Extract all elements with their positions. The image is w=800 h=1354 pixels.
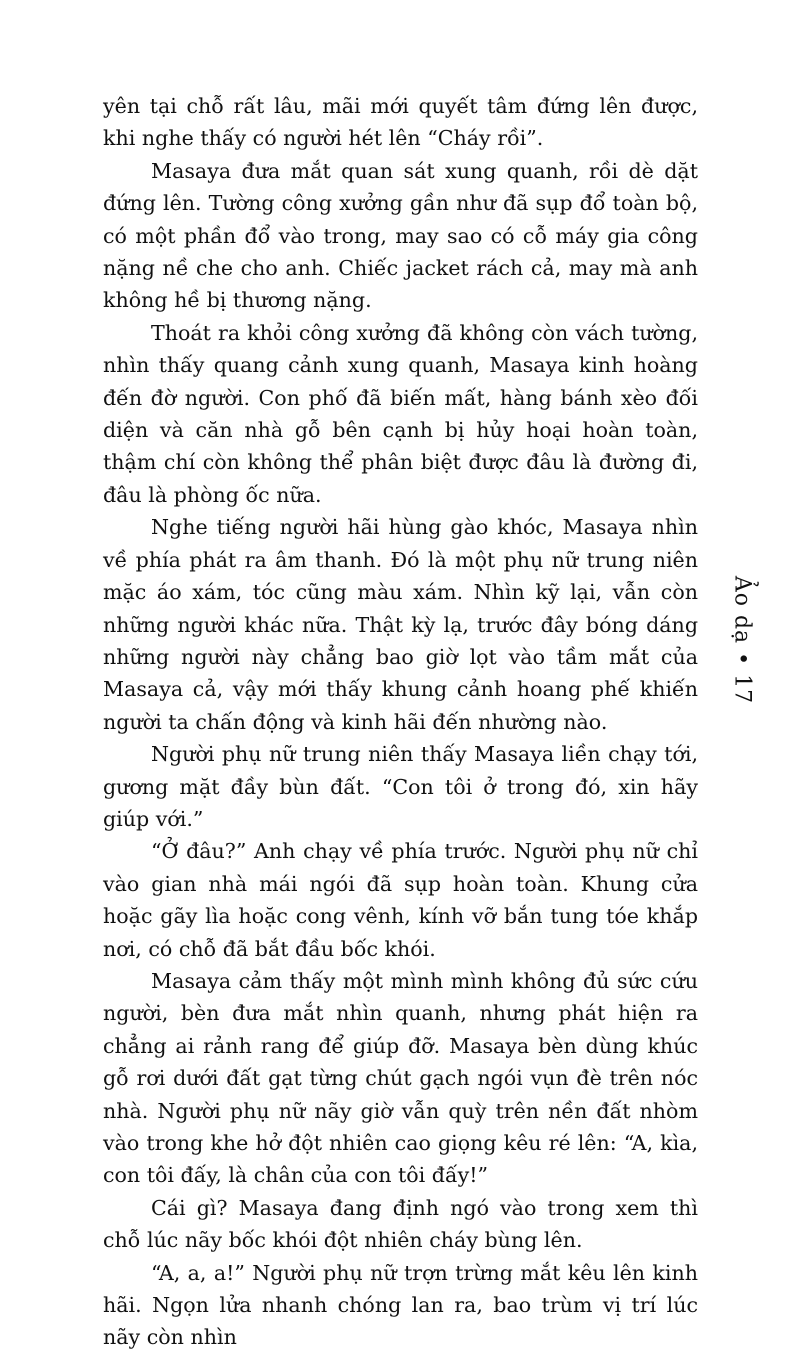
page-number: 17 — [729, 674, 755, 705]
paragraph-2: Masaya đưa mắt quan sát xung quanh, rồi dè dặt đứng lên. Tường công xưởng gần như đã sụp đổ toàn bộ, có một phần đổ vào trong, may sao có cỗ máy gia công nặng nề che cho anh. Chiếc jacket rách cả, may mà anh không hề bị thương nặng. — [103, 158, 698, 313]
paragraph-7: Masaya cảm thấy một mình mình không đủ sức cứu người, bèn đưa mắt nhìn quanh, nhưng phát hiện ra chẳng ai rảnh rang để giúp đỡ. Masaya bèn dùng khúc gỗ rơi dưới đất gạt từng chút gạch ngói vụn đè trên nóc nhà. Người phụ nữ nãy giờ vẫn quỳ trên nền đất nhòm vào trong khe hở đột nhiên cao giọng kêu ré lên: “A, kìa, con tôi đấy, là chân của con tôi đấy!” — [103, 968, 698, 1188]
paragraph-4: Nghe tiếng người hãi hùng gào khóc, Masaya nhìn về phía phát ra âm thanh. Đó là một phụ nữ trung niên mặc áo xám, tóc cũng màu xám. Nhìn kỹ lại, vẫn còn những người khác nữa. Thật kỳ lạ, trước đây bóng dáng những người này chẳng bao giờ lọt vào tầm mắt của Masaya cả, vậy mới thấy khung cảnh hoang phế khiến người ta chấn động và kinh hãi đến nhường nào. — [103, 515, 698, 734]
paragraph-3: Thoát ra khỏi công xưởng đã không còn vách tường, nhìn thấy quang cảnh xung quanh, Masaya kinh hoàng đến đờ người. Con phố đã biến mất, hàng bánh xèo đối diện và căn nhà gỗ bên cạnh bị hủy hoại hoàn toàn, thậm chí còn không thể phân biệt được đâu là đường đi, đâu là phòng ốc nữa. — [103, 320, 698, 507]
header-separator: • — [729, 652, 755, 667]
paragraph-1: yên tại chỗ rất lâu, mãi mới quyết tâm đứng lên được, khi nghe thấy có người hét lên “Cháy rồi”. — [103, 94, 698, 151]
paragraph-6: “Ở đâu?” Anh chạy về phía trước. Người phụ nữ chỉ vào gian nhà mái ngói đã sụp hoàn toàn. Khung cửa hoặc gãy lìa hoặc cong vênh, kính vỡ bắn tung tóe khắp nơi, có chỗ đã bắt đầu bốc khói. — [103, 839, 698, 961]
paragraph-8: Cái gì? Masaya đang định ngó vào trong xem thì chỗ lúc nãy bốc khói đột nhiên cháy bùng lên. — [103, 1195, 698, 1253]
paragraph-5: Người phụ nữ trung niên thấy Masaya liền chạy tới, gương mặt đầy bùn đất. “Con tôi ở trong đó, xin hãy giúp với.” — [103, 742, 698, 831]
paragraph-9: “A, a, a!” Người phụ nữ trợn trừng mắt kêu lên kinh hãi. Ngọn lửa nhanh chóng lan ra, bao trùm vị trí lúc nãy còn nhìn — [103, 1260, 698, 1350]
running-header — [730, 576, 755, 704]
book-title: Ảo dạ — [729, 575, 755, 645]
body-text — [103, 90, 698, 1354]
